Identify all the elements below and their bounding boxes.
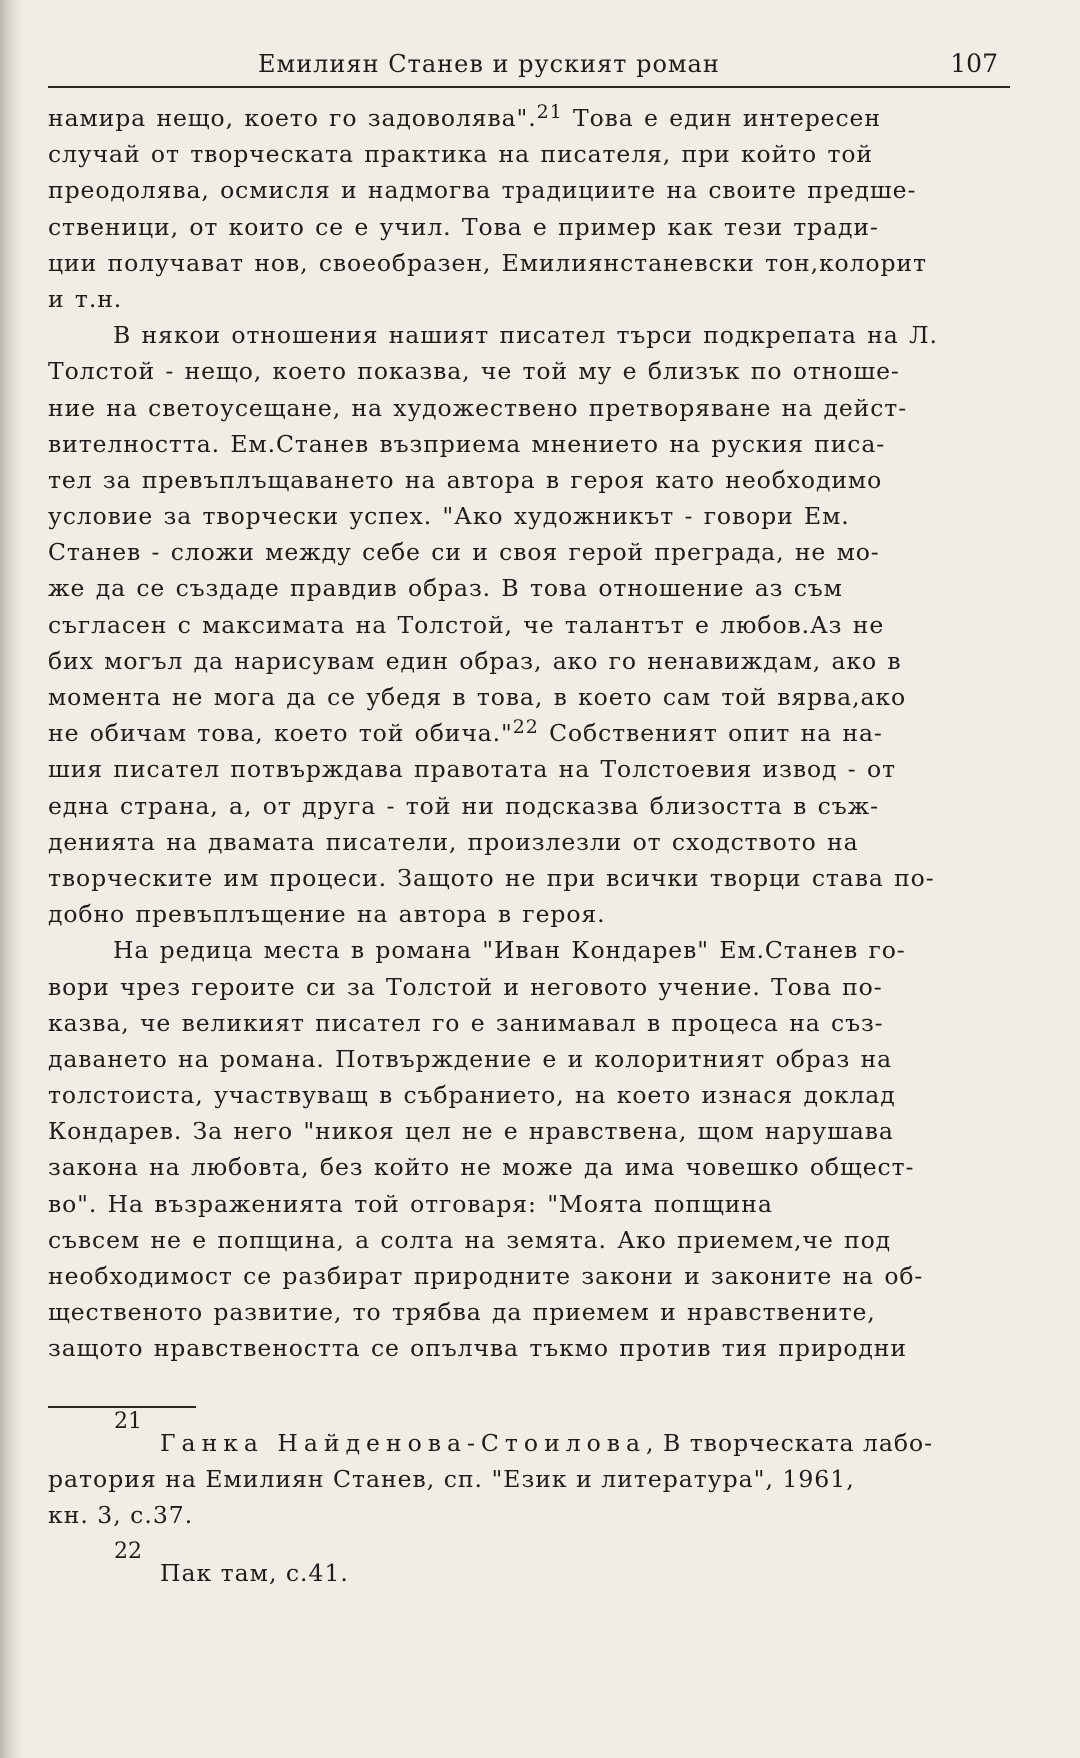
footnote-number: 22	[114, 1539, 142, 1564]
main-text	[48, 100, 1018, 1367]
text-line: щественото развитие, то трябва да приемем и нравствените,	[48, 1298, 876, 1327]
footnote-number: 21	[114, 1409, 142, 1434]
text-line: толстоиста, участвуващ в събранието, на което изнася доклад	[48, 1081, 896, 1110]
text-line: во". На възраженията той отговаря: "Моята попщина	[48, 1189, 773, 1218]
text-line: съвсем не е попщина, а солта на земята. Ако приемем,че под	[48, 1225, 892, 1254]
text-segment: не обичам това, което той обича."	[48, 719, 513, 748]
footnote-line: ратория на Емилиян Станев, сп. "Език и литература", 1961,	[48, 1465, 855, 1493]
text-line: Кондарев. За него "никоя цел не е нравствена, щом нарушава	[48, 1117, 894, 1146]
text-line: и т.н.	[48, 284, 123, 313]
text-line: даването на романа. Потвърждение е и колоритният образ на	[48, 1044, 893, 1073]
footnotes	[48, 1411, 1018, 1591]
footnote-ref-21: 21	[536, 101, 563, 123]
text-line: ние на светоусещане, на художествено претворяване на дейст-	[48, 393, 908, 422]
text-line: съгласен с максимата на Толстой, че талантът е любов.Аз не	[48, 610, 885, 639]
text-segment: Собственият опит на на-	[538, 719, 883, 748]
footnote-ref-22: 22	[512, 716, 539, 739]
text-line: вори чрез героите си за Толстой и неговото учение. Това по-	[48, 972, 883, 1001]
text-segment: Това е един интересен	[562, 104, 881, 132]
footnote-22	[48, 1541, 1018, 1591]
text-line: шия писател потвърждава правотата на Толстоевия извод - от	[48, 755, 896, 784]
footnote-divider	[48, 1406, 196, 1408]
text-line: необходимост се разбират природните закони и законите на об-	[48, 1262, 924, 1290]
text-line	[48, 715, 1018, 751]
text-line: тел за превъплъщаването на автора в героя като необходимо	[48, 465, 883, 494]
text-line: ции получават нов, своеобразен, Емилиянстаневски тон,колорит	[48, 248, 927, 277]
text-line: преодолява, осмисля и надмогва традициите на своите предше-	[48, 176, 917, 205]
text-line: бих могъл да нарисувам един образ, ако го ненавиждам, ако в	[48, 646, 902, 675]
text-line: же да се създаде правдив образ. В това отношение аз съм	[48, 574, 843, 603]
text-line: ственици, от които се е учил. Това е пример как тези тради-	[48, 212, 879, 241]
running-header	[48, 46, 1010, 88]
text-line: На редица места в романа "Иван Кондарев" Ем.Станев го-	[113, 936, 906, 965]
text-line: защото нравствеността се опълчва тъкмо против тия природни	[48, 1334, 907, 1363]
text-line: В някои отношения нашият писател търси подкрепата на Л.	[113, 321, 938, 350]
page-number: 107	[950, 49, 998, 78]
text-line: творческите им процеси. Защото не при всички творци става по-	[48, 863, 935, 892]
text-line: вителността. Ем.Станев възприема мнението на руския писа-	[48, 429, 886, 458]
text-line: Толстой - нещо, което показва, че той му е близък по отноше-	[48, 357, 900, 386]
text-line: случай от творческата практика на писателя, при който той	[48, 140, 873, 169]
text-line: условие за творчески успех. "Ако художникът - говори Ем.	[48, 502, 850, 531]
text-line	[48, 100, 1018, 136]
text-line: добно превъплъщение на автора в героя.	[48, 900, 606, 929]
footnote-line: кн. 3, с.37.	[48, 1501, 194, 1529]
running-title: Емилиян Станев и руският роман	[258, 50, 720, 78]
text-line: закона на любовта, без който не може да има човешко общест-	[48, 1153, 915, 1182]
footnote-author: Ганка Найденова-Стоилова	[160, 1429, 647, 1457]
binding-shadow	[0, 0, 22, 1758]
footnote-text	[160, 1411, 933, 1461]
footnote-text: Пак там, с.41.	[160, 1559, 349, 1587]
text-line: момента не мога да се убедя в това, в което сам той вярва,ако	[48, 683, 907, 711]
text-line: една страна, а, от друга - той ни подсказва близостта в съж-	[48, 791, 879, 820]
footnote-text-rest: , В творческата лабо-	[646, 1429, 934, 1457]
text-line: Станев - сложи между себе си и своя герой преграда, не мо-	[48, 538, 880, 567]
footnote-21	[48, 1411, 1018, 1461]
text-line: денията на двамата писатели, произлезли от сходството на	[48, 827, 859, 856]
text-segment: намира нещо, което го задоволява".	[48, 104, 537, 132]
text-line: казва, че великият писател го е занимавал в процеса на съз-	[48, 1008, 884, 1037]
